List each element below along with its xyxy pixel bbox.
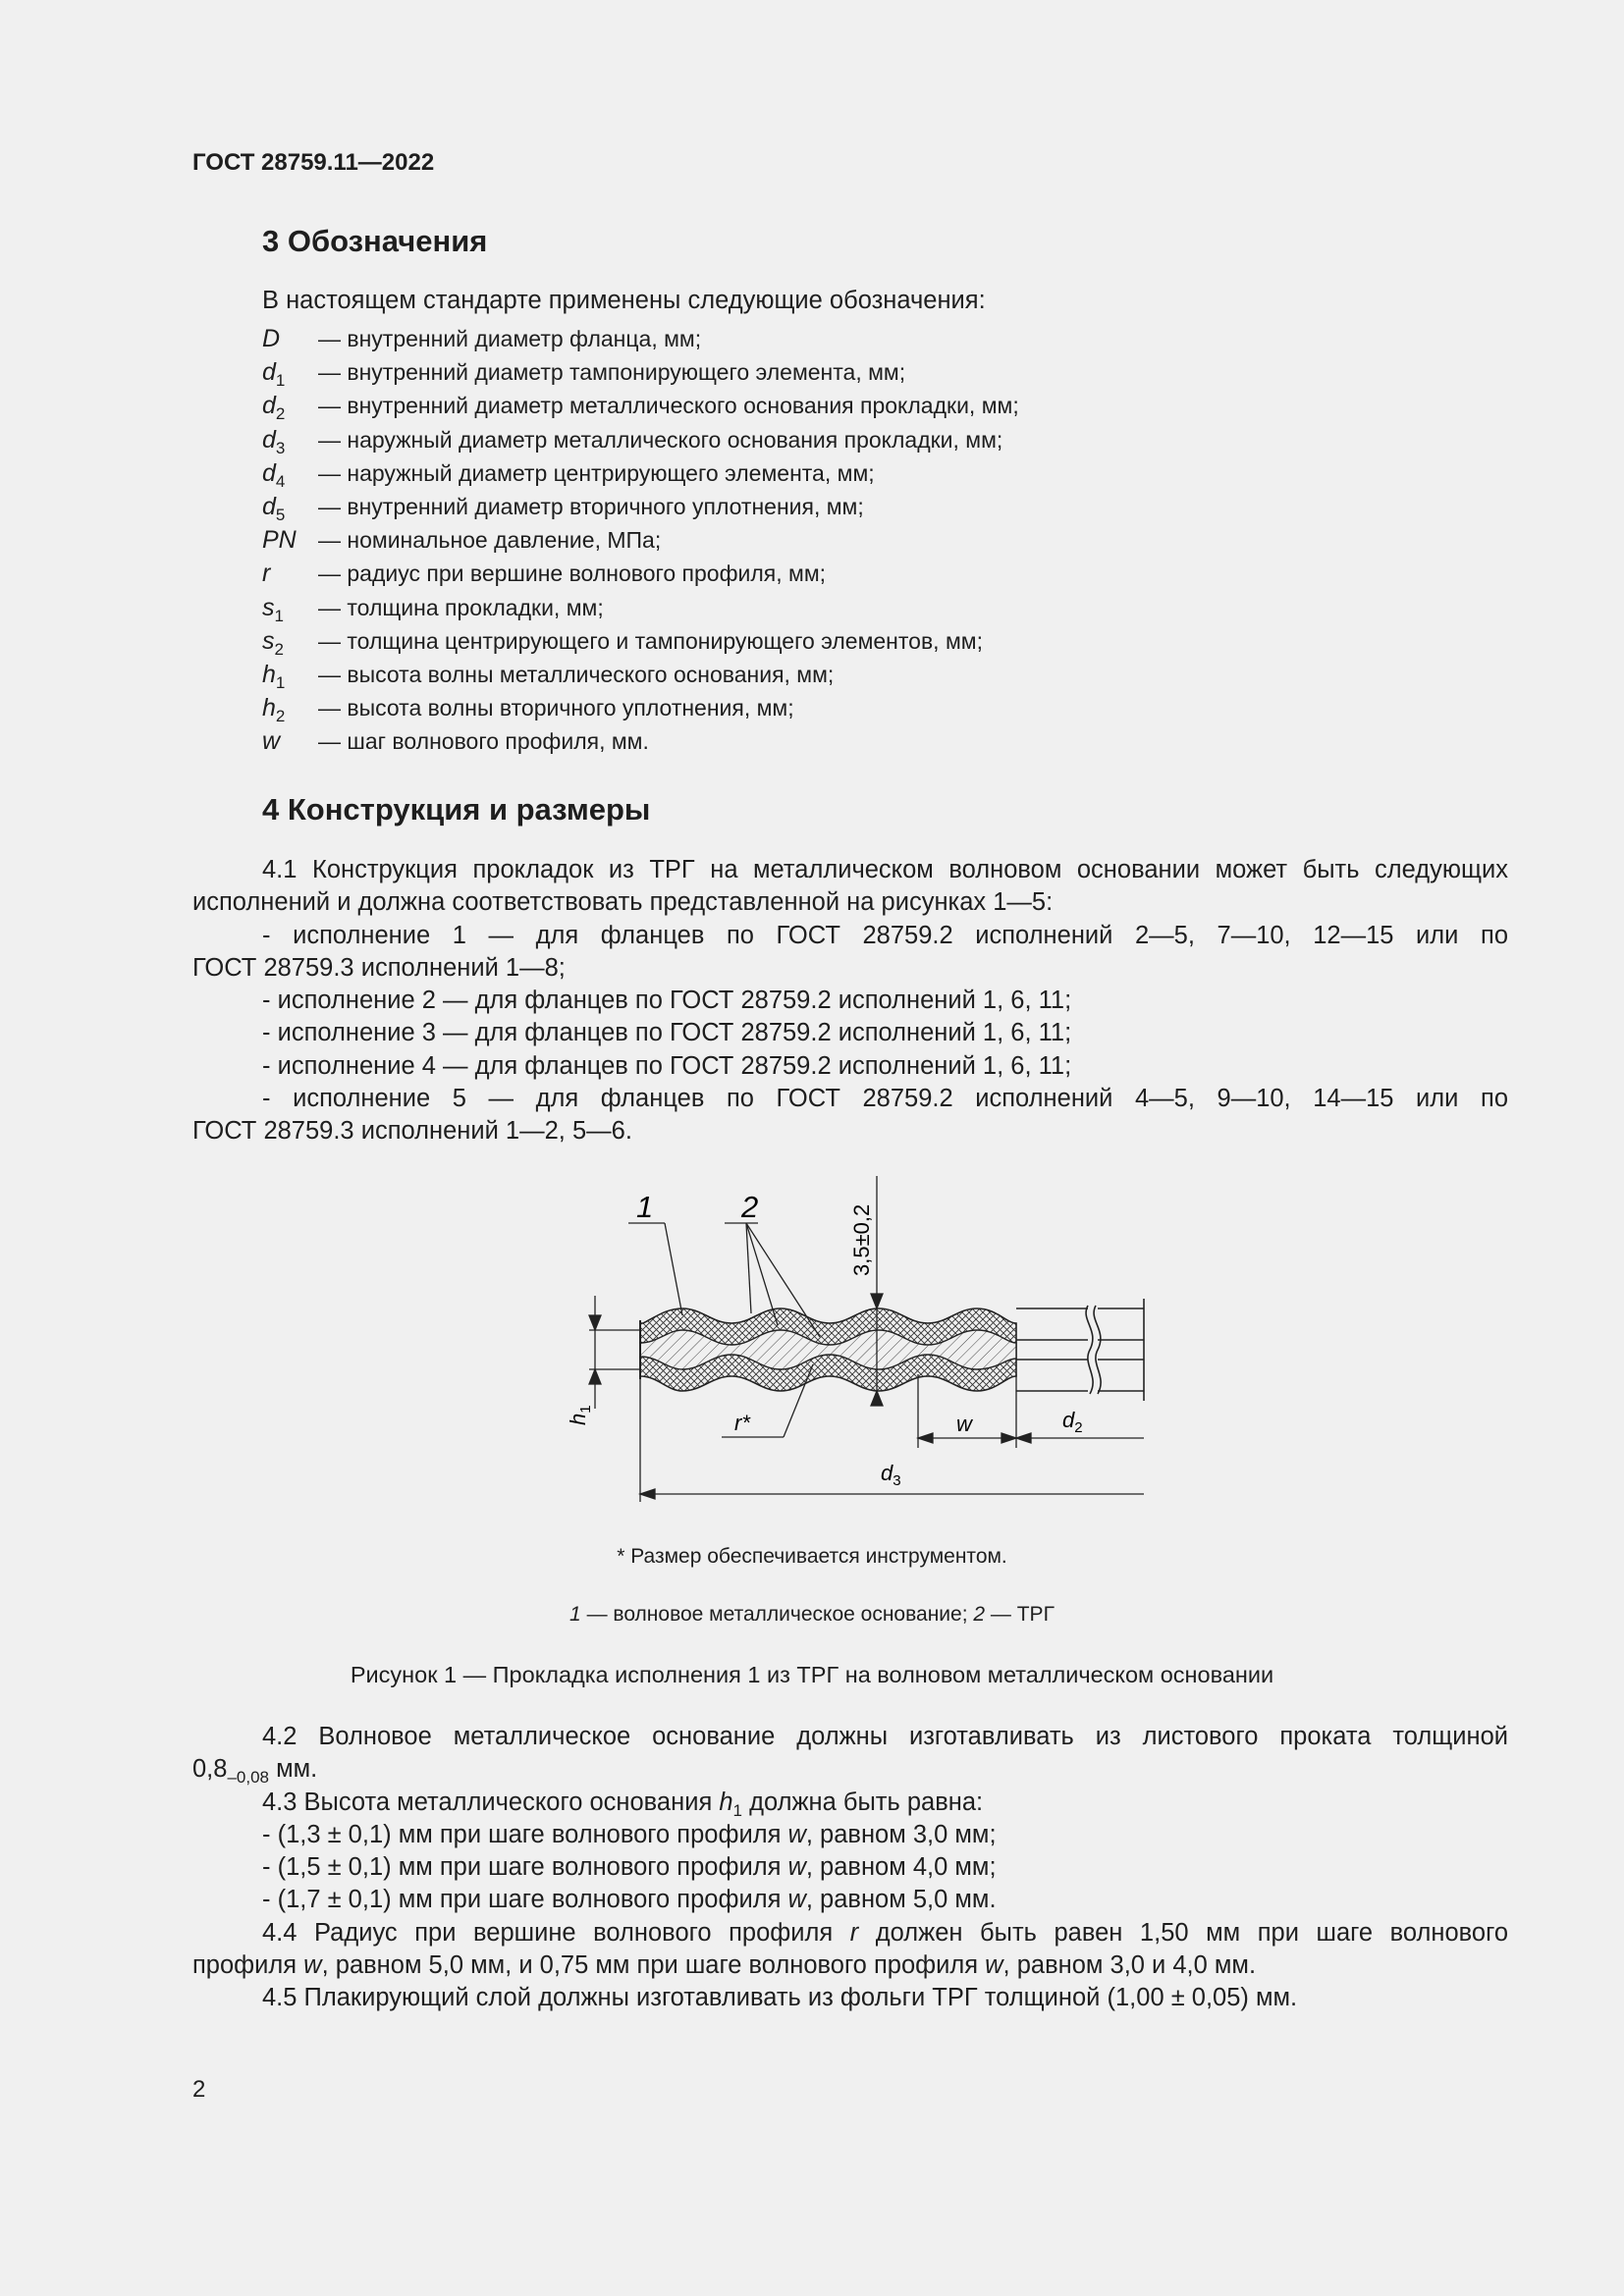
symbol-definition: — шаг волнового профиля, мм. <box>318 728 649 755</box>
figure-label-2: 2 <box>741 1190 759 1224</box>
symbol: $h_2$ <box>262 694 286 726</box>
symbol: $d_4$ <box>262 458 286 491</box>
symbol-definition: — наружный диаметр металлического основания прокладки, мм; <box>318 426 1003 453</box>
dimension-r-label: r* <box>734 1411 750 1435</box>
para-4-4-line2: профиля w, равном 5,0 мм, и 0,75 мм при шаге волнового профиля w, равном 3,0 и 4,0 мм. <box>192 1951 1257 1979</box>
symbol: $d_5$ <box>262 493 286 524</box>
symbol-definition: — наружный диаметр центрирующего элемента, мм; <box>318 459 875 486</box>
variant-5-line1: - исполнение 5 — для фланцев по ГОСТ 28759.2 исполнений 4—5, 9—10, 14—15 или по <box>262 1085 1508 1112</box>
dimension-w-label: w <box>956 1412 972 1436</box>
symbol: r <box>262 560 271 588</box>
dimension-d2-label: $d_2$ <box>1062 1408 1083 1436</box>
para-4-1-line1: 4.1 Конструкция прокладок из ТРГ на металлическом волновом основании может быть следующих <box>262 856 1508 883</box>
para-4-3: 4.3 Высота металлического основания $h_1$ должна быть равна: <box>262 1789 984 1820</box>
figure-1-drawing <box>550 1168 1159 1522</box>
document-header: ГОСТ 28759.11—2022 <box>192 149 435 176</box>
para-4-1-line2: исполнений и должна соответствовать представленной на рисунках 1—5: <box>192 888 1054 916</box>
section-3-title: 3 Обозначения <box>262 224 488 258</box>
figure-legend: 1 — волновое металлическое основание; 2 — ТРГ <box>569 1603 1055 1626</box>
dimension-h1-label: $h_1$ <box>566 1405 594 1425</box>
variant-3: - исполнение 3 — для фланцев по ГОСТ 28759.2 исполнений 1, 6, 11; <box>262 1019 1072 1046</box>
symbol: $s_2$ <box>262 626 284 659</box>
flat-section <box>1016 1299 1144 1401</box>
symbol-definition: — толщина прокладки, мм; <box>318 594 604 620</box>
para-4-2-line2: $0,8_{-0,08}$ мм. <box>192 1755 318 1787</box>
symbol: $d_2$ <box>262 392 286 424</box>
dimension-thickness-label: 3,5±0,2 <box>849 1203 874 1276</box>
symbol-definition: — радиус при вершине волнового профиля, мм; <box>318 561 827 587</box>
variant-4: - исполнение 4 — для фланцев по ГОСТ 28759.2 исполнений 1, 6, 11; <box>262 1052 1072 1080</box>
para-4-4-line1: 4.4 Радиус при вершине волнового профиля r должен быть равен 1,50 мм при шаге волнового <box>262 1919 1509 1947</box>
para-4-3-item-2: - (1,5 ± 0,1) мм при шаге волнового профиля w, равном 4,0 мм; <box>262 1853 997 1881</box>
symbol: $d_1$ <box>262 358 286 391</box>
symbol-definition: — номинальное давление, МПа; <box>318 527 662 554</box>
symbol: PN <box>262 526 297 555</box>
figure-caption: Рисунок 1 — Прокладка исполнения 1 из ТРГ на волновом металлическом основании <box>350 1662 1274 1687</box>
para-4-3-item-3: - (1,7 ± 0,1) мм при шаге волнового профиля w, равном 5,0 мм. <box>262 1886 997 1913</box>
symbol-definition: — толщина центрирующего и тампонирующего элементов, мм; <box>318 627 983 654</box>
dimension-d3-label: $d_3$ <box>881 1461 901 1489</box>
symbol-definition: — внутренний диаметр тампонирующего элемента, мм; <box>318 359 906 386</box>
para-4-5: 4.5 Плакирующий слой должны изготавливать из фольги ТРГ толщиной (1,00 ± 0,05) мм. <box>262 1984 1298 2011</box>
para-4-3-item-1: - (1,3 ± 0,1) мм при шаге волнового профиля w, равном 3,0 мм; <box>262 1821 997 1848</box>
variant-1-line2: ГОСТ 28759.3 исполнений 1—8; <box>192 954 566 982</box>
page-number: 2 <box>192 2076 206 2103</box>
variant-5-line2: ГОСТ 28759.3 исполнений 1—2, 5—6. <box>192 1117 632 1145</box>
figure-label-1: 1 <box>636 1190 654 1224</box>
symbol-definition: — внутренний диаметр вторичного уплотнения, мм; <box>318 494 864 519</box>
symbol: $d_3$ <box>262 425 286 457</box>
symbol: $s_1$ <box>262 593 284 625</box>
section-3-intro: В настоящем стандарте применены следующие обозначения: <box>262 287 986 314</box>
symbol: w <box>262 727 281 756</box>
symbol-definition: — внутренний диаметр фланца, мм; <box>318 326 702 351</box>
symbol-definition: — внутренний диаметр металлического основания прокладки, мм; <box>318 393 1019 419</box>
section-4-title: 4 Конструкция и размеры <box>262 792 651 827</box>
h1-dimension <box>589 1296 640 1409</box>
variant-1-line1: - исполнение 1 — для фланцев по ГОСТ 28759.2 исполнений 2—5, 7—10, 12—15 или по <box>262 922 1508 949</box>
symbol-definition: — высота волны металлического основания, мм; <box>318 662 835 687</box>
variant-2: - исполнение 2 — для фланцев по ГОСТ 28759.2 исполнений 1, 6, 11; <box>262 987 1072 1014</box>
symbol-definition: — высота волны вторичного уплотнения, мм; <box>318 695 794 721</box>
symbol: $h_1$ <box>262 661 286 692</box>
symbol: D <box>262 325 281 352</box>
para-4-2-line1: 4.2 Волновое металлическое основание должны изготавливать из листового проката толщиной <box>262 1723 1508 1750</box>
figure-footnote: * Размер обеспечивается инструментом. <box>617 1545 1007 1568</box>
